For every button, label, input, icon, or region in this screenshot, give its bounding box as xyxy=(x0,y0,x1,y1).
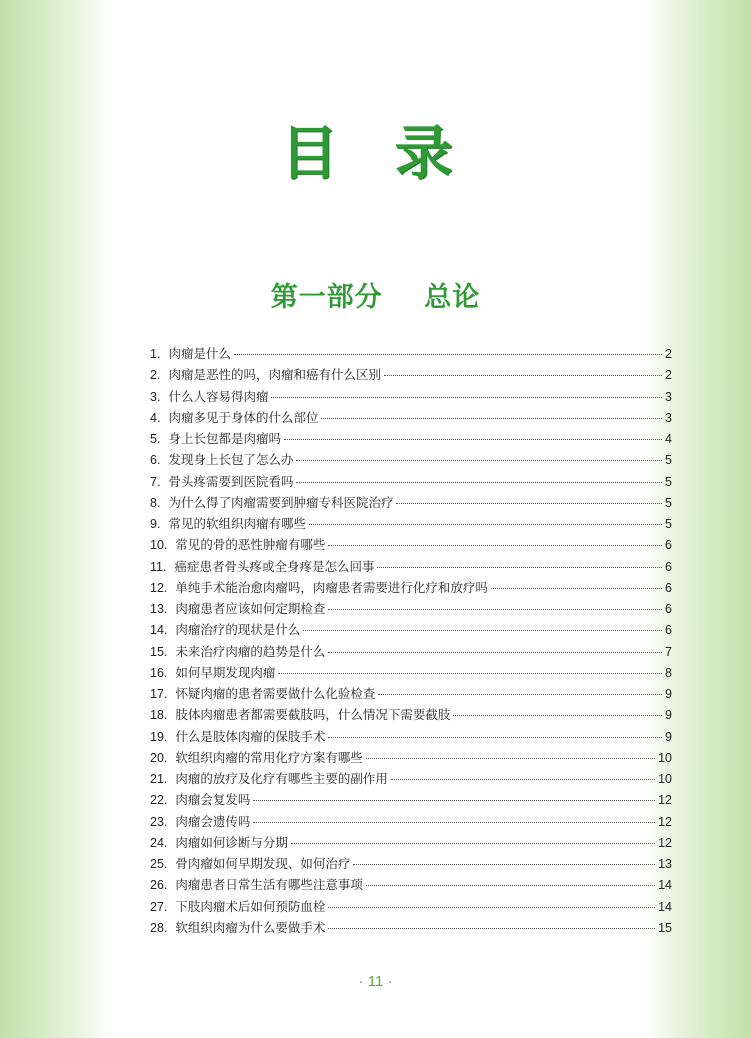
toc-entry[interactable] xyxy=(150,598,672,619)
toc-entry-page: 9 xyxy=(665,708,672,723)
toc-entry-title: 下肢肉瘤术后如何预防血栓 xyxy=(175,898,326,914)
toc-entry-number: 16. xyxy=(150,665,168,680)
toc-entry-page: 5 xyxy=(665,495,672,510)
toc-entry-title: 肉瘤会遗传吗 xyxy=(175,813,251,829)
toc-entry-page: 12 xyxy=(658,814,672,829)
toc-entry-number: 11. xyxy=(150,559,167,574)
toc-dot-leader xyxy=(328,928,655,929)
toc-entry-title: 肉瘤是什么 xyxy=(168,346,231,361)
toc-entry-number: 24. xyxy=(150,835,168,850)
page-title: 目 录 xyxy=(280,119,471,187)
toc-entry-number: 9. xyxy=(150,517,161,531)
toc-entry-number: 19. xyxy=(150,729,168,744)
toc-entry-title: 肉瘤会复发吗 xyxy=(175,792,251,808)
toc-entry-number: 14. xyxy=(150,623,168,638)
toc-entry[interactable] xyxy=(150,896,672,917)
toc-entry-title: 肉瘤患者日常生活有哪些注意事项 xyxy=(175,877,363,893)
toc-dot-leader xyxy=(296,460,662,461)
toc-entry[interactable] xyxy=(150,683,672,704)
toc-entry-page: 5 xyxy=(665,474,672,489)
toc-entry-number: 12. xyxy=(150,580,168,595)
toc-entry[interactable] xyxy=(150,449,672,470)
toc-entry-page: 14 xyxy=(658,878,672,893)
toc-dot-leader xyxy=(321,418,662,419)
toc-dot-leader xyxy=(328,609,662,610)
toc-dot-leader xyxy=(366,885,655,886)
toc-dot-leader xyxy=(391,779,655,780)
toc-entry-page: 6 xyxy=(665,538,672,553)
toc-entry[interactable] xyxy=(150,513,672,534)
toc-entry-number: 23. xyxy=(150,814,168,829)
toc-entry[interactable] xyxy=(150,471,672,492)
toc-entry[interactable] xyxy=(150,619,672,640)
toc-entry-title: 怀疑肉瘤的患者需要做什么化验检查 xyxy=(175,686,376,701)
toc-entry-title: 肢体肉瘤患者都需要截肢吗，什么情况下需要截肢 xyxy=(175,707,451,723)
toc-dot-leader xyxy=(453,715,662,716)
toc-entry-page: 12 xyxy=(658,793,672,808)
toc-dot-leader xyxy=(291,843,655,844)
toc-entry-page: 6 xyxy=(665,580,672,595)
toc-dot-leader xyxy=(491,588,662,589)
toc-entry-title: 软组织肉瘤的常用化疗方案有哪些 xyxy=(175,749,363,765)
toc-entry[interactable] xyxy=(150,556,672,577)
toc-entry-page: 10 xyxy=(658,772,672,786)
toc-dot-leader xyxy=(328,907,655,908)
toc-entry-page: 12 xyxy=(658,835,672,850)
toc-entry-number: 7. xyxy=(150,474,161,489)
toc-dot-leader xyxy=(309,524,662,525)
toc-entry-page: 2 xyxy=(665,347,672,361)
toc-entry-number: 21. xyxy=(150,772,168,786)
toc-entry-page: 10 xyxy=(658,750,672,765)
toc-entry-title: 身上长包都是肉瘤吗 xyxy=(168,431,281,446)
toc-entry-page: 5 xyxy=(665,517,672,531)
toc-dot-leader xyxy=(296,482,662,483)
toc-dot-leader xyxy=(377,567,662,568)
toc-entry-page: 3 xyxy=(665,389,672,404)
toc-dot-leader xyxy=(366,758,655,759)
toc-entry-page: 6 xyxy=(665,559,672,574)
toc-entry-title: 癌症患者骨头疼或全身疼是怎么回事 xyxy=(174,558,375,574)
toc-dot-leader xyxy=(328,652,662,653)
toc-entry-number: 25. xyxy=(150,857,168,871)
toc-entry-number: 20. xyxy=(150,750,168,765)
toc-entry-title: 常见的骨的恶性肿瘤有哪些 xyxy=(175,537,326,553)
toc-dot-leader xyxy=(271,397,662,398)
toc-entry[interactable] xyxy=(150,832,672,853)
toc-dot-leader xyxy=(303,630,662,631)
toc-entry-title: 如何早期发现肉瘤 xyxy=(175,664,276,680)
toc-dot-leader xyxy=(284,439,662,440)
toc-entry-number: 13. xyxy=(150,602,168,616)
toc-entry-title: 骨肉瘤如何早期发现、如何治疗 xyxy=(175,856,351,871)
toc-entry[interactable] xyxy=(150,641,672,662)
toc-entry-title: 发现身上长包了怎么办 xyxy=(168,452,294,468)
toc-entry[interactable] xyxy=(150,789,672,810)
section-heading: 第一部分 总论 xyxy=(270,282,481,313)
toc-dot-leader xyxy=(396,503,662,504)
toc-entry[interactable] xyxy=(150,747,672,768)
toc-entry-number: 4. xyxy=(150,410,161,425)
toc-entry-number: 3. xyxy=(150,389,161,404)
toc-entry-page: 6 xyxy=(665,623,672,638)
toc-entry[interactable] xyxy=(150,364,672,385)
toc-entry-title: 肉瘤多见于身体的什么部位 xyxy=(168,409,319,425)
toc-entry-page: 9 xyxy=(665,687,672,701)
toc-entry-title: 什么是肢体肉瘤的保肢手术 xyxy=(175,728,326,744)
toc-entry-page: 9 xyxy=(665,729,672,744)
toc-entry-number: 27. xyxy=(150,899,168,914)
toc-entry-page: 14 xyxy=(658,899,672,914)
toc-entry-title: 软组织肉瘤为什么要做手术 xyxy=(175,919,326,935)
toc-dot-leader xyxy=(328,737,662,738)
toc-entry-page: 6 xyxy=(665,602,672,616)
toc-entry[interactable] xyxy=(150,662,672,683)
toc-entry[interactable] xyxy=(150,874,672,895)
toc-entry-page: 8 xyxy=(665,665,672,680)
toc-entry-title: 常见的软组织肉瘤有哪些 xyxy=(168,516,306,531)
toc-entry-page: 4 xyxy=(665,432,672,446)
toc-entry-title: 什么人容易得肉瘤 xyxy=(168,388,269,404)
toc-dot-leader xyxy=(328,545,662,546)
toc-entry[interactable] xyxy=(150,492,672,513)
toc-dot-leader xyxy=(253,800,655,801)
toc-entry[interactable] xyxy=(150,853,672,874)
toc-entry-number: 8. xyxy=(150,495,161,510)
toc-dot-leader xyxy=(353,864,655,865)
toc-entry[interactable] xyxy=(150,811,672,832)
toc-entry-page: 7 xyxy=(665,644,672,659)
toc-entry-page: 2 xyxy=(665,368,672,383)
toc-entry-number: 10. xyxy=(150,538,168,553)
toc-entry-title: 肉瘤是恶性的吗，肉瘤和癌有什么区别 xyxy=(168,367,381,383)
toc-entry-title: 单纯手术能治愈肉瘤吗，肉瘤患者需要进行化疗和放疗吗 xyxy=(175,579,488,595)
toc-dot-leader xyxy=(378,694,662,695)
toc-entry-number: 22. xyxy=(150,793,168,808)
toc-entry[interactable] xyxy=(150,407,672,428)
toc-entry-title: 未来治疗肉瘤的趋势是什么 xyxy=(175,643,326,659)
toc-entry-number: 18. xyxy=(150,708,168,723)
toc-entry-number: 6. xyxy=(150,453,161,468)
toc-dot-leader xyxy=(278,673,662,674)
toc-dot-leader xyxy=(253,822,655,823)
toc-entry-page: 5 xyxy=(665,453,672,468)
toc-entry-title: 为什么得了肉瘤需要到肿瘤专科医院治疗 xyxy=(168,494,394,510)
toc-entry[interactable] xyxy=(150,577,672,598)
toc-entry-page: 3 xyxy=(665,410,672,425)
toc-entry-number: 5. xyxy=(150,432,161,446)
table-of-contents xyxy=(150,343,672,938)
toc-entry[interactable] xyxy=(150,768,672,789)
toc-entry[interactable] xyxy=(150,704,672,725)
page-number: · 11 · xyxy=(358,973,393,990)
toc-entry-page: 13 xyxy=(658,857,672,871)
toc-entry-title: 肉瘤的放疗及化疗有哪些主要的副作用 xyxy=(175,771,388,786)
toc-entry[interactable] xyxy=(150,428,672,449)
toc-entry-title: 骨头疼需要到医院看吗 xyxy=(168,473,294,489)
toc-entry-title: 肉瘤如何诊断与分期 xyxy=(175,834,288,850)
toc-entry-number: 2. xyxy=(150,368,161,383)
toc-entry-page: 15 xyxy=(658,920,672,935)
toc-entry-title: 肉瘤治疗的现状是什么 xyxy=(175,622,301,638)
toc-entry-number: 15. xyxy=(150,644,168,659)
toc-entry-title: 肉瘤患者应该如何定期检查 xyxy=(175,601,326,616)
toc-entry-number: 17. xyxy=(150,687,168,701)
toc-entry[interactable] xyxy=(150,917,672,938)
toc-dot-leader xyxy=(234,354,662,355)
toc-entry[interactable] xyxy=(150,343,672,364)
toc-dot-leader xyxy=(384,375,662,376)
toc-entry-number: 1. xyxy=(150,347,161,361)
toc-entry-number: 28. xyxy=(150,920,168,935)
toc-entry[interactable] xyxy=(150,534,672,555)
toc-entry-number: 26. xyxy=(150,878,168,893)
toc-entry[interactable] xyxy=(150,386,672,407)
toc-entry[interactable] xyxy=(150,726,672,747)
